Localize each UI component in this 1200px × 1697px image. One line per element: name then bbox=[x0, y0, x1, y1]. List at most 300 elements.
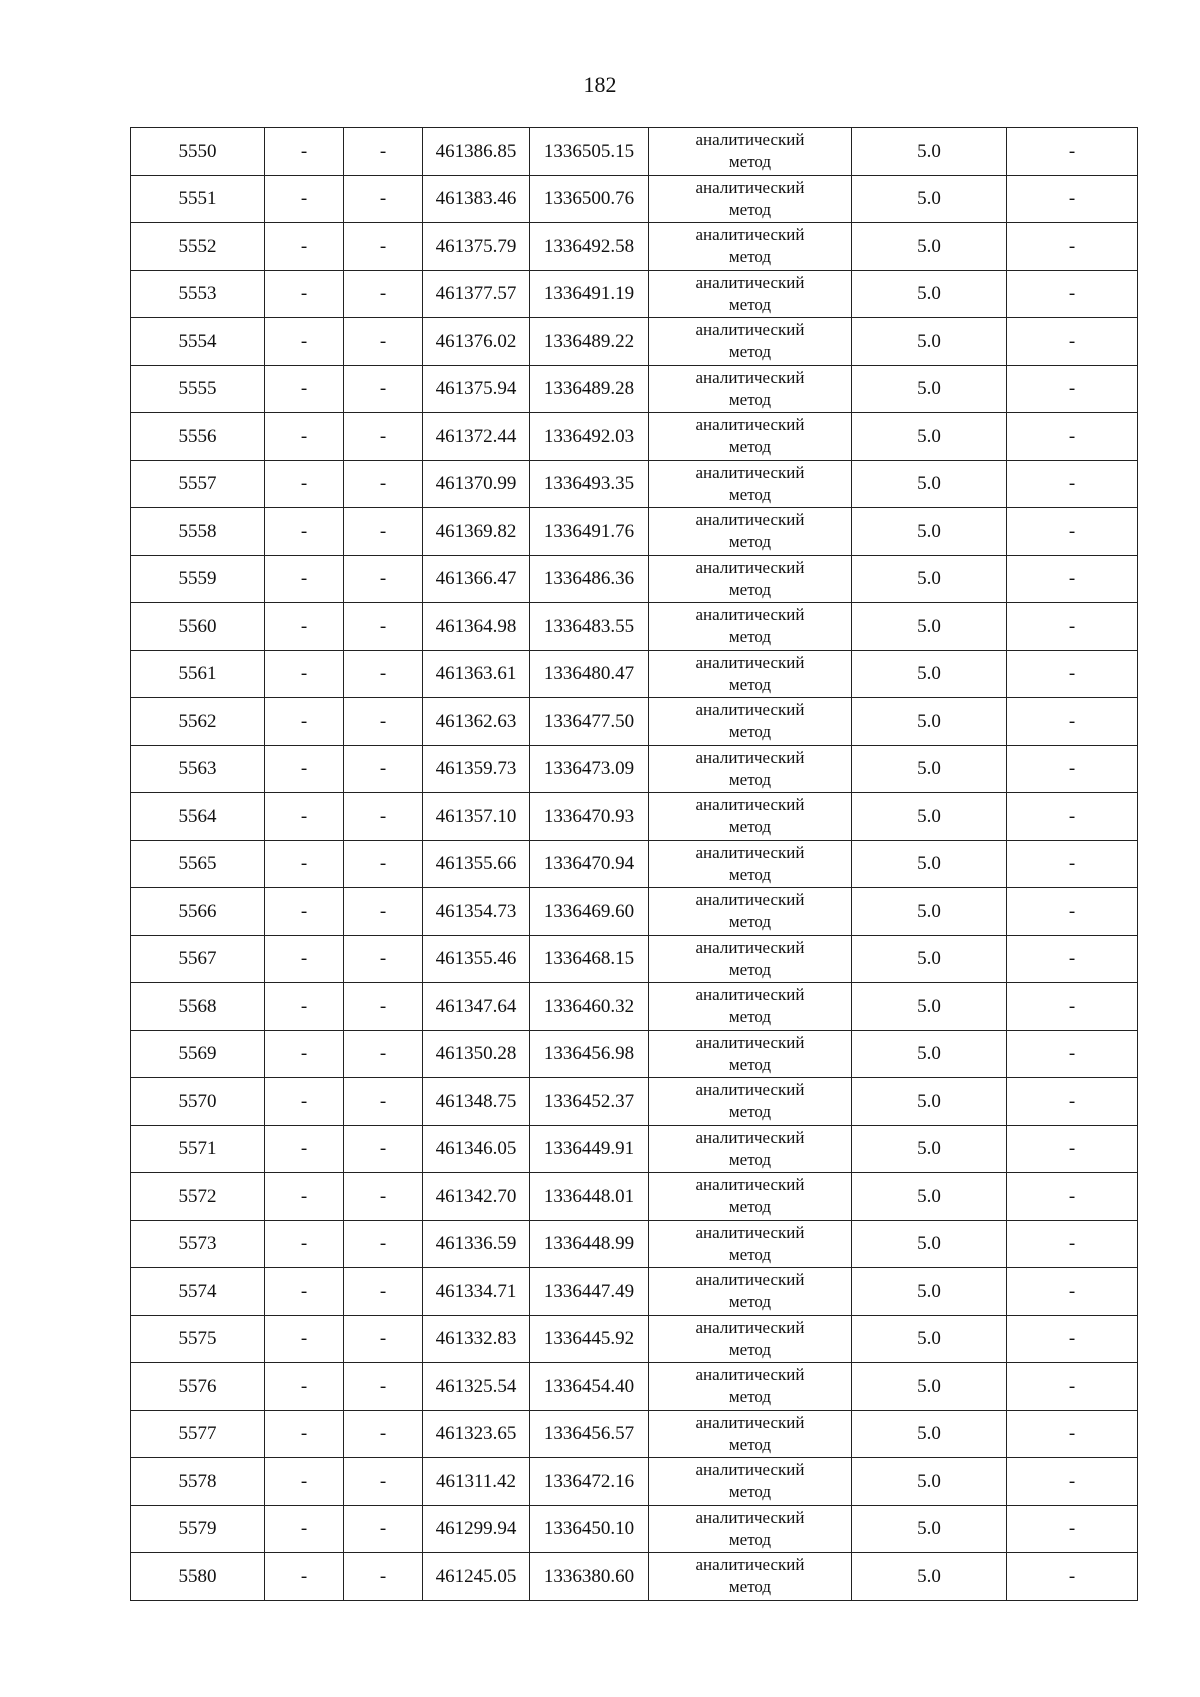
table-row bbox=[131, 1410, 1138, 1458]
x-coordinate-cell: 461366.47 bbox=[423, 555, 530, 603]
point-number-cell: 5577 bbox=[131, 1410, 265, 1458]
y-coordinate-cell: 1336491.76 bbox=[530, 508, 649, 556]
accuracy-cell: 5.0 bbox=[852, 460, 1007, 508]
method-cell bbox=[649, 603, 852, 651]
empty-cell: - bbox=[344, 983, 423, 1031]
method-label-line1: аналитический bbox=[695, 747, 805, 767]
table-body bbox=[131, 128, 1138, 1601]
method-label-line1: аналитический bbox=[695, 320, 805, 340]
x-coordinate-cell: 461376.02 bbox=[423, 318, 530, 366]
method-label-line2: метод bbox=[728, 959, 772, 979]
point-number-cell: 5564 bbox=[131, 793, 265, 841]
accuracy-cell: 5.0 bbox=[852, 318, 1007, 366]
method-label-line1: аналитический bbox=[695, 652, 805, 672]
x-coordinate-cell: 461369.82 bbox=[423, 508, 530, 556]
x-coordinate-cell: 461372.44 bbox=[423, 413, 530, 461]
method-label-line2: метод bbox=[728, 1482, 772, 1502]
empty-cell: - bbox=[265, 1410, 344, 1458]
table-row bbox=[131, 840, 1138, 888]
accuracy-cell: 5.0 bbox=[852, 888, 1007, 936]
empty-cell: - bbox=[265, 175, 344, 223]
accuracy-cell: 5.0 bbox=[852, 840, 1007, 888]
method-cell bbox=[649, 318, 852, 366]
empty-cell: - bbox=[344, 1458, 423, 1506]
table-row bbox=[131, 888, 1138, 936]
table-row bbox=[131, 1220, 1138, 1268]
y-coordinate-cell: 1336470.93 bbox=[530, 793, 649, 841]
method-label-line1: аналитический bbox=[695, 225, 805, 245]
method-cell bbox=[649, 698, 852, 746]
accuracy-cell: 5.0 bbox=[852, 1363, 1007, 1411]
method-label-line2: метод bbox=[728, 864, 772, 884]
method-label-line1: аналитический bbox=[695, 1127, 805, 1147]
empty-cell: - bbox=[344, 1363, 423, 1411]
x-coordinate-cell: 461377.57 bbox=[423, 270, 530, 318]
method-label-line1: аналитический bbox=[695, 367, 805, 387]
table-row bbox=[131, 508, 1138, 556]
accuracy-cell: 5.0 bbox=[852, 983, 1007, 1031]
point-number-cell: 5557 bbox=[131, 460, 265, 508]
point-number-cell: 5576 bbox=[131, 1363, 265, 1411]
empty-cell: - bbox=[265, 1505, 344, 1553]
empty-cell: - bbox=[344, 935, 423, 983]
point-number-cell: 5550 bbox=[131, 128, 265, 176]
note-cell: - bbox=[1007, 508, 1138, 556]
x-coordinate-cell: 461299.94 bbox=[423, 1505, 530, 1553]
method-label-line2: метод bbox=[728, 627, 772, 647]
x-coordinate-cell: 461332.83 bbox=[423, 1315, 530, 1363]
method-label-line1: аналитический bbox=[695, 795, 805, 815]
method-label-line2: метод bbox=[728, 1007, 772, 1027]
empty-cell: - bbox=[265, 603, 344, 651]
method-label-line1: аналитический bbox=[695, 415, 805, 435]
empty-cell: - bbox=[265, 650, 344, 698]
table-row bbox=[131, 223, 1138, 271]
note-cell: - bbox=[1007, 365, 1138, 413]
method-label-line2: метод bbox=[728, 1197, 772, 1217]
x-coordinate-cell: 461370.99 bbox=[423, 460, 530, 508]
x-coordinate-cell: 461346.05 bbox=[423, 1125, 530, 1173]
empty-cell: - bbox=[265, 983, 344, 1031]
table-row bbox=[131, 745, 1138, 793]
point-number-cell: 5551 bbox=[131, 175, 265, 223]
point-number-cell: 5573 bbox=[131, 1220, 265, 1268]
method-label-line2: метод bbox=[728, 1339, 772, 1359]
method-cell bbox=[649, 1458, 852, 1506]
empty-cell: - bbox=[344, 840, 423, 888]
accuracy-cell: 5.0 bbox=[852, 1173, 1007, 1221]
note-cell: - bbox=[1007, 603, 1138, 651]
method-label-line1: аналитический bbox=[695, 1412, 805, 1432]
method-label-line1: аналитический bbox=[695, 1365, 805, 1385]
table-row bbox=[131, 128, 1138, 176]
method-label-line2: метод bbox=[728, 579, 772, 599]
method-label-line2: метод bbox=[728, 342, 772, 362]
point-number-cell: 5568 bbox=[131, 983, 265, 1031]
accuracy-cell: 5.0 bbox=[852, 555, 1007, 603]
point-number-cell: 5566 bbox=[131, 888, 265, 936]
empty-cell: - bbox=[265, 555, 344, 603]
accuracy-cell: 5.0 bbox=[852, 128, 1007, 176]
accuracy-cell: 5.0 bbox=[852, 1505, 1007, 1553]
point-number-cell: 5571 bbox=[131, 1125, 265, 1173]
x-coordinate-cell: 461359.73 bbox=[423, 745, 530, 793]
note-cell: - bbox=[1007, 270, 1138, 318]
method-cell bbox=[649, 1220, 852, 1268]
method-cell bbox=[649, 793, 852, 841]
method-label-line2: метод bbox=[728, 769, 772, 789]
empty-cell: - bbox=[265, 1553, 344, 1601]
y-coordinate-cell: 1336452.37 bbox=[530, 1078, 649, 1126]
table-row bbox=[131, 1078, 1138, 1126]
table-row bbox=[131, 603, 1138, 651]
note-cell: - bbox=[1007, 128, 1138, 176]
y-coordinate-cell: 1336449.91 bbox=[530, 1125, 649, 1173]
table-row bbox=[131, 1173, 1138, 1221]
accuracy-cell: 5.0 bbox=[852, 698, 1007, 746]
empty-cell: - bbox=[265, 270, 344, 318]
note-cell: - bbox=[1007, 935, 1138, 983]
x-coordinate-cell: 461355.46 bbox=[423, 935, 530, 983]
method-cell bbox=[649, 508, 852, 556]
note-cell: - bbox=[1007, 1553, 1138, 1601]
method-label-line2: метод bbox=[728, 247, 772, 267]
y-coordinate-cell: 1336472.16 bbox=[530, 1458, 649, 1506]
method-cell bbox=[649, 270, 852, 318]
method-label-line1: аналитический bbox=[695, 1460, 805, 1480]
x-coordinate-cell: 461336.59 bbox=[423, 1220, 530, 1268]
point-number-cell: 5569 bbox=[131, 1030, 265, 1078]
note-cell: - bbox=[1007, 223, 1138, 271]
point-number-cell: 5578 bbox=[131, 1458, 265, 1506]
empty-cell: - bbox=[265, 1173, 344, 1221]
method-label-line1: аналитический bbox=[695, 700, 805, 720]
x-coordinate-cell: 461357.10 bbox=[423, 793, 530, 841]
method-label-line1: аналитический bbox=[695, 842, 805, 862]
accuracy-cell: 5.0 bbox=[852, 1458, 1007, 1506]
note-cell: - bbox=[1007, 1268, 1138, 1316]
y-coordinate-cell: 1336491.19 bbox=[530, 270, 649, 318]
method-label-line1: аналитический bbox=[695, 557, 805, 577]
method-cell bbox=[649, 1125, 852, 1173]
empty-cell: - bbox=[265, 698, 344, 746]
note-cell: - bbox=[1007, 318, 1138, 366]
table-row bbox=[131, 793, 1138, 841]
point-number-cell: 5558 bbox=[131, 508, 265, 556]
accuracy-cell: 5.0 bbox=[852, 508, 1007, 556]
method-cell bbox=[649, 1363, 852, 1411]
note-cell: - bbox=[1007, 983, 1138, 1031]
y-coordinate-cell: 1336450.10 bbox=[530, 1505, 649, 1553]
table-row bbox=[131, 1553, 1138, 1601]
empty-cell: - bbox=[265, 128, 344, 176]
empty-cell: - bbox=[344, 888, 423, 936]
note-cell: - bbox=[1007, 1030, 1138, 1078]
y-coordinate-cell: 1336468.15 bbox=[530, 935, 649, 983]
method-cell bbox=[649, 840, 852, 888]
x-coordinate-cell: 461354.73 bbox=[423, 888, 530, 936]
table-row bbox=[131, 1268, 1138, 1316]
y-coordinate-cell: 1336445.92 bbox=[530, 1315, 649, 1363]
empty-cell: - bbox=[344, 793, 423, 841]
method-label-line1: аналитический bbox=[695, 937, 805, 957]
empty-cell: - bbox=[344, 1078, 423, 1126]
empty-cell: - bbox=[265, 223, 344, 271]
note-cell: - bbox=[1007, 1078, 1138, 1126]
empty-cell: - bbox=[344, 318, 423, 366]
empty-cell: - bbox=[344, 1030, 423, 1078]
method-label-line1: аналитический bbox=[695, 177, 805, 197]
method-cell bbox=[649, 888, 852, 936]
method-label-line1: аналитический bbox=[695, 985, 805, 1005]
note-cell: - bbox=[1007, 888, 1138, 936]
method-cell bbox=[649, 555, 852, 603]
x-coordinate-cell: 461362.63 bbox=[423, 698, 530, 746]
note-cell: - bbox=[1007, 413, 1138, 461]
x-coordinate-cell: 461350.28 bbox=[423, 1030, 530, 1078]
method-label-line1: аналитический bbox=[695, 462, 805, 482]
y-coordinate-cell: 1336489.28 bbox=[530, 365, 649, 413]
method-cell bbox=[649, 365, 852, 413]
point-number-cell: 5570 bbox=[131, 1078, 265, 1126]
method-cell bbox=[649, 1030, 852, 1078]
empty-cell: - bbox=[344, 1173, 423, 1221]
y-coordinate-cell: 1336492.03 bbox=[530, 413, 649, 461]
point-number-cell: 5580 bbox=[131, 1553, 265, 1601]
table-row bbox=[131, 460, 1138, 508]
method-cell bbox=[649, 935, 852, 983]
empty-cell: - bbox=[265, 1125, 344, 1173]
x-coordinate-cell: 461347.64 bbox=[423, 983, 530, 1031]
method-label-line2: метод bbox=[728, 199, 772, 219]
table-row bbox=[131, 650, 1138, 698]
method-label-line2: метод bbox=[728, 1529, 772, 1549]
empty-cell: - bbox=[344, 650, 423, 698]
accuracy-cell: 5.0 bbox=[852, 223, 1007, 271]
method-cell bbox=[649, 745, 852, 793]
empty-cell: - bbox=[265, 413, 344, 461]
empty-cell: - bbox=[265, 840, 344, 888]
x-coordinate-cell: 461364.98 bbox=[423, 603, 530, 651]
note-cell: - bbox=[1007, 793, 1138, 841]
method-label-line2: метод bbox=[728, 674, 772, 694]
empty-cell: - bbox=[265, 793, 344, 841]
method-cell bbox=[649, 1173, 852, 1221]
note-cell: - bbox=[1007, 650, 1138, 698]
x-coordinate-cell: 461375.94 bbox=[423, 365, 530, 413]
point-number-cell: 5579 bbox=[131, 1505, 265, 1553]
y-coordinate-cell: 1336448.01 bbox=[530, 1173, 649, 1221]
method-label-line2: метод bbox=[728, 1244, 772, 1264]
accuracy-cell: 5.0 bbox=[852, 793, 1007, 841]
method-cell bbox=[649, 1410, 852, 1458]
method-label-line1: аналитический bbox=[695, 1222, 805, 1242]
y-coordinate-cell: 1336447.49 bbox=[530, 1268, 649, 1316]
accuracy-cell: 5.0 bbox=[852, 1220, 1007, 1268]
table-row bbox=[131, 1125, 1138, 1173]
method-cell bbox=[649, 983, 852, 1031]
note-cell: - bbox=[1007, 1220, 1138, 1268]
empty-cell: - bbox=[265, 1220, 344, 1268]
empty-cell: - bbox=[265, 318, 344, 366]
x-coordinate-cell: 461334.71 bbox=[423, 1268, 530, 1316]
point-number-cell: 5559 bbox=[131, 555, 265, 603]
accuracy-cell: 5.0 bbox=[852, 1553, 1007, 1601]
empty-cell: - bbox=[265, 935, 344, 983]
accuracy-cell: 5.0 bbox=[852, 935, 1007, 983]
x-coordinate-cell: 461375.79 bbox=[423, 223, 530, 271]
method-cell bbox=[649, 460, 852, 508]
method-label-line1: аналитический bbox=[695, 272, 805, 292]
empty-cell: - bbox=[344, 1315, 423, 1363]
point-number-cell: 5574 bbox=[131, 1268, 265, 1316]
point-number-cell: 5565 bbox=[131, 840, 265, 888]
method-label-line2: метод bbox=[728, 912, 772, 932]
table-row bbox=[131, 1505, 1138, 1553]
empty-cell: - bbox=[344, 460, 423, 508]
point-number-cell: 5560 bbox=[131, 603, 265, 651]
point-number-cell: 5556 bbox=[131, 413, 265, 461]
empty-cell: - bbox=[265, 1030, 344, 1078]
table-row bbox=[131, 270, 1138, 318]
note-cell: - bbox=[1007, 1505, 1138, 1553]
x-coordinate-cell: 461245.05 bbox=[423, 1553, 530, 1601]
accuracy-cell: 5.0 bbox=[852, 1030, 1007, 1078]
x-coordinate-cell: 461323.65 bbox=[423, 1410, 530, 1458]
note-cell: - bbox=[1007, 1363, 1138, 1411]
method-cell bbox=[649, 413, 852, 461]
table-row bbox=[131, 983, 1138, 1031]
table-row bbox=[131, 175, 1138, 223]
method-label-line2: метод bbox=[728, 722, 772, 742]
method-label-line1: аналитический bbox=[695, 1032, 805, 1052]
y-coordinate-cell: 1336486.36 bbox=[530, 555, 649, 603]
table-row bbox=[131, 1030, 1138, 1078]
y-coordinate-cell: 1336480.47 bbox=[530, 650, 649, 698]
method-label-line1: аналитический bbox=[695, 1080, 805, 1100]
coordinates-table bbox=[130, 127, 1138, 1601]
table-row bbox=[131, 935, 1138, 983]
accuracy-cell: 5.0 bbox=[852, 1078, 1007, 1126]
table-row bbox=[131, 318, 1138, 366]
empty-cell: - bbox=[344, 128, 423, 176]
x-coordinate-cell: 461325.54 bbox=[423, 1363, 530, 1411]
accuracy-cell: 5.0 bbox=[852, 413, 1007, 461]
x-coordinate-cell: 461383.46 bbox=[423, 175, 530, 223]
accuracy-cell: 5.0 bbox=[852, 175, 1007, 223]
x-coordinate-cell: 461363.61 bbox=[423, 650, 530, 698]
point-number-cell: 5554 bbox=[131, 318, 265, 366]
note-cell: - bbox=[1007, 1315, 1138, 1363]
method-cell bbox=[649, 1268, 852, 1316]
y-coordinate-cell: 1336489.22 bbox=[530, 318, 649, 366]
method-cell bbox=[649, 1078, 852, 1126]
method-label-line2: метод bbox=[728, 1577, 772, 1597]
method-cell bbox=[649, 1553, 852, 1601]
point-number-cell: 5572 bbox=[131, 1173, 265, 1221]
point-number-cell: 5561 bbox=[131, 650, 265, 698]
accuracy-cell: 5.0 bbox=[852, 745, 1007, 793]
method-label-line1: аналитический bbox=[695, 890, 805, 910]
method-cell bbox=[649, 223, 852, 271]
empty-cell: - bbox=[265, 888, 344, 936]
accuracy-cell: 5.0 bbox=[852, 1268, 1007, 1316]
x-coordinate-cell: 461342.70 bbox=[423, 1173, 530, 1221]
empty-cell: - bbox=[265, 508, 344, 556]
table-row bbox=[131, 1363, 1138, 1411]
accuracy-cell: 5.0 bbox=[852, 1410, 1007, 1458]
method-label-line2: метод bbox=[728, 1434, 772, 1454]
note-cell: - bbox=[1007, 1125, 1138, 1173]
note-cell: - bbox=[1007, 698, 1138, 746]
empty-cell: - bbox=[344, 175, 423, 223]
empty-cell: - bbox=[344, 603, 423, 651]
method-label-line2: метод bbox=[728, 437, 772, 457]
method-label-line2: метод bbox=[728, 817, 772, 837]
method-label-line2: метод bbox=[728, 389, 772, 409]
method-label-line1: аналитический bbox=[695, 510, 805, 530]
method-label-line1: аналитический bbox=[695, 1507, 805, 1527]
accuracy-cell: 5.0 bbox=[852, 270, 1007, 318]
x-coordinate-cell: 461348.75 bbox=[423, 1078, 530, 1126]
empty-cell: - bbox=[265, 1458, 344, 1506]
note-cell: - bbox=[1007, 1458, 1138, 1506]
empty-cell: - bbox=[344, 745, 423, 793]
empty-cell: - bbox=[344, 1553, 423, 1601]
method-label-line2: метод bbox=[728, 532, 772, 552]
accuracy-cell: 5.0 bbox=[852, 365, 1007, 413]
method-label-line2: метод bbox=[728, 152, 772, 172]
method-label-line1: аналитический bbox=[695, 605, 805, 625]
x-coordinate-cell: 461355.66 bbox=[423, 840, 530, 888]
y-coordinate-cell: 1336456.57 bbox=[530, 1410, 649, 1458]
point-number-cell: 5552 bbox=[131, 223, 265, 271]
empty-cell: - bbox=[265, 365, 344, 413]
point-number-cell: 5563 bbox=[131, 745, 265, 793]
note-cell: - bbox=[1007, 460, 1138, 508]
empty-cell: - bbox=[265, 1078, 344, 1126]
page-number: 182 bbox=[583, 72, 617, 97]
note-cell: - bbox=[1007, 175, 1138, 223]
y-coordinate-cell: 1336483.55 bbox=[530, 603, 649, 651]
method-label-line1: аналитический bbox=[695, 1317, 805, 1337]
table-row bbox=[131, 555, 1138, 603]
point-number-cell: 5553 bbox=[131, 270, 265, 318]
note-cell: - bbox=[1007, 1410, 1138, 1458]
method-cell bbox=[649, 650, 852, 698]
accuracy-cell: 5.0 bbox=[852, 1315, 1007, 1363]
empty-cell: - bbox=[265, 745, 344, 793]
method-cell bbox=[649, 1505, 852, 1553]
y-coordinate-cell: 1336473.09 bbox=[530, 745, 649, 793]
empty-cell: - bbox=[265, 1315, 344, 1363]
method-label-line2: метод bbox=[728, 1054, 772, 1074]
empty-cell: - bbox=[344, 698, 423, 746]
method-label-line2: метод bbox=[728, 484, 772, 504]
y-coordinate-cell: 1336477.50 bbox=[530, 698, 649, 746]
y-coordinate-cell: 1336493.35 bbox=[530, 460, 649, 508]
note-cell: - bbox=[1007, 555, 1138, 603]
x-coordinate-cell: 461311.42 bbox=[423, 1458, 530, 1506]
y-coordinate-cell: 1336505.15 bbox=[530, 128, 649, 176]
table-row bbox=[131, 1315, 1138, 1363]
y-coordinate-cell: 1336492.58 bbox=[530, 223, 649, 271]
method-cell bbox=[649, 175, 852, 223]
method-label-line1: аналитический bbox=[695, 1555, 805, 1575]
empty-cell: - bbox=[265, 1268, 344, 1316]
table-row bbox=[131, 698, 1138, 746]
y-coordinate-cell: 1336470.94 bbox=[530, 840, 649, 888]
